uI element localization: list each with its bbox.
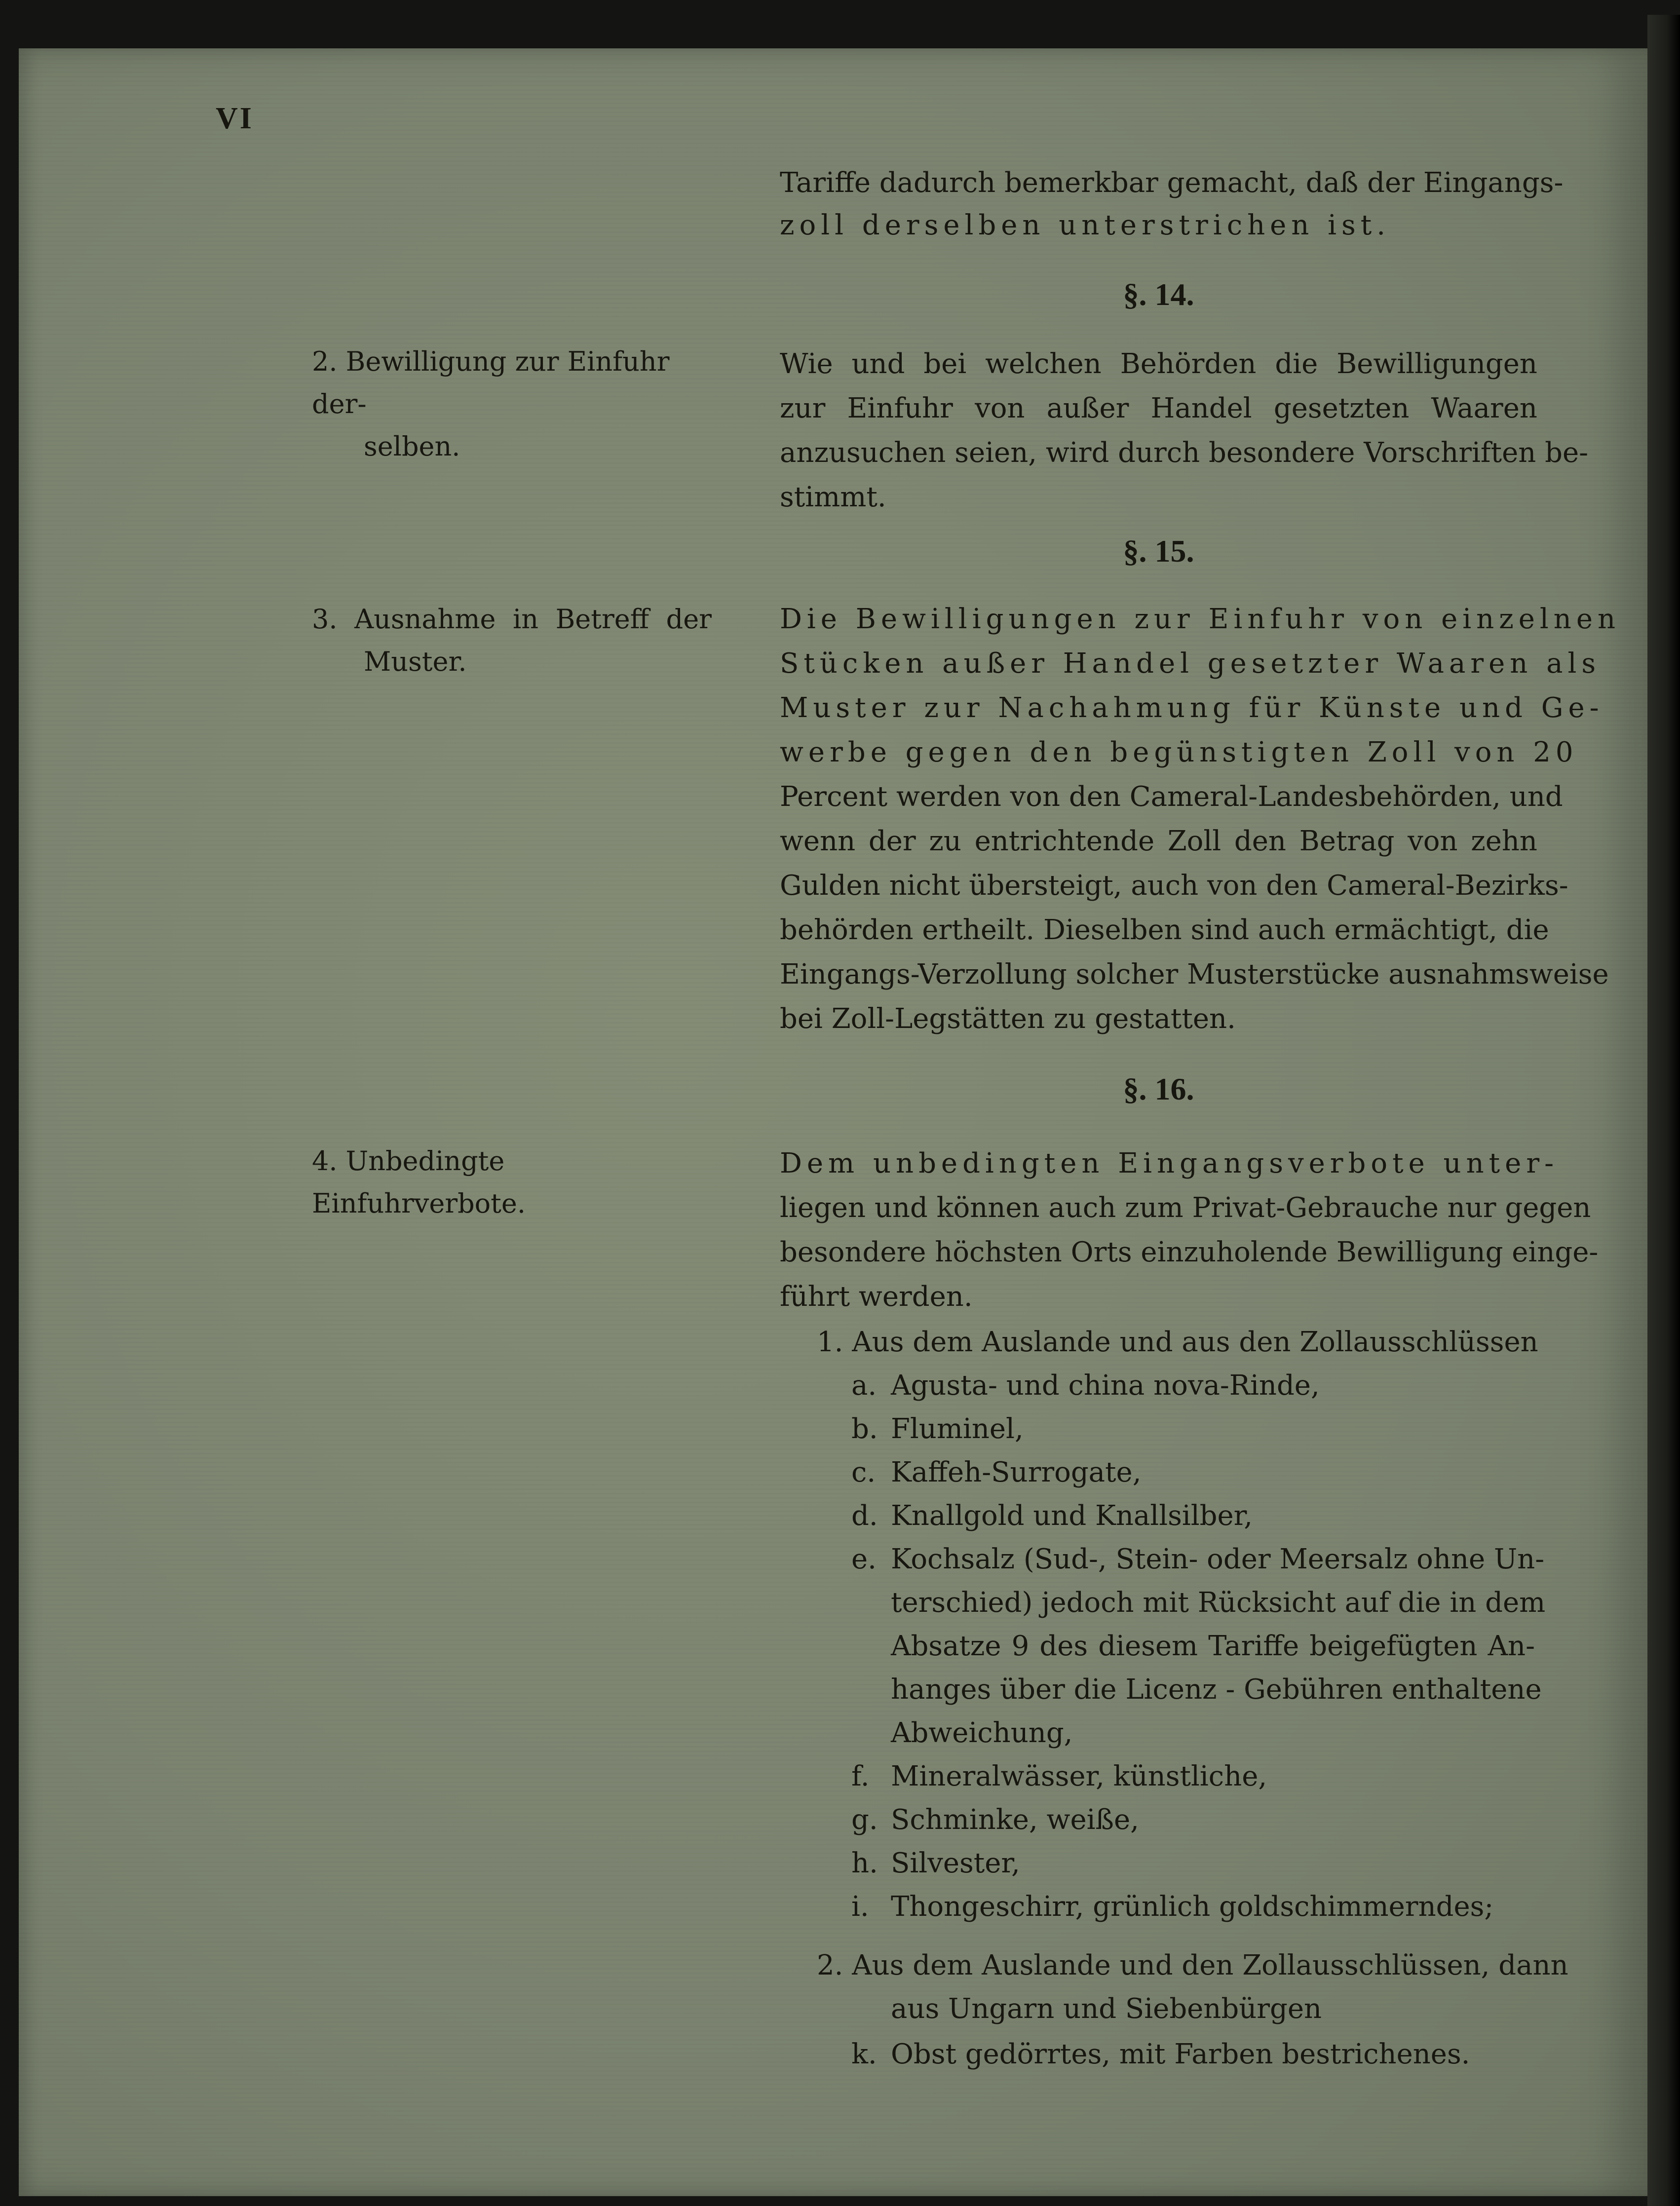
margin-note-line: 2. Bewilligung zur Einfuhr der- (312, 346, 670, 419)
list-marker: i. (851, 1891, 869, 1923)
list-item-text-line: Abweichung, (891, 1717, 1073, 1749)
text-line: Stücken außer Handel gesetzter Waaren als (780, 647, 1601, 680)
list-marker: a. (851, 1369, 877, 1402)
list-marker: f. (851, 1760, 870, 1792)
list-item (851, 1755, 1267, 1798)
page-edge-shadow (1647, 15, 1680, 2206)
list-item-text: Kaffeh-Surrogate, (891, 1456, 1142, 1488)
list-item-text: Agusta- und china nova-Rinde, (891, 1369, 1320, 1402)
list-item (851, 1799, 1139, 1841)
list-marker: b. (851, 1413, 878, 1445)
list-item (851, 1886, 1493, 1928)
text-line: Eingangs-Verzollung solcher Musterstücke ausnahmsweise (780, 958, 1609, 990)
list-marker: k. (851, 2038, 877, 2070)
section-heading: §. 14. (1123, 277, 1194, 312)
list-item-text: Thongeschirr, grünlich goldschimmerndes; (891, 1891, 1494, 1923)
list-group-title: 1. Aus dem Auslande und aus den Zollausschlüssen (817, 1326, 1538, 1358)
text-line: besondere höchsten Orts einzuholende Bewilligung einge- (780, 1236, 1599, 1268)
text-line: Wie und bei welchen Behörden die Bewilligungen (780, 348, 1537, 380)
text-line: Tariffe dadurch bemerkbar gemacht, daß der Eingangs- (780, 167, 1564, 199)
text-line: anzusuchen seien, wird durch besondere Vorschriften be- (780, 437, 1589, 469)
list-item-text: Silvester, (891, 1847, 1020, 1879)
list-marker: c. (851, 1456, 876, 1488)
page-number: VI (216, 102, 254, 135)
section-heading: §. 16. (1123, 1071, 1194, 1106)
margin-note-line: selben. (364, 431, 460, 462)
list-item-text-line: Absatze 9 des diesem Tariffe beigefügten An- (891, 1630, 1535, 1662)
text-line: Die Bewilligungen zur Einfuhr von einzelnen (780, 603, 1621, 635)
list-marker: e. (851, 1543, 877, 1575)
text-line: Gulden nicht übersteigt, auch von den Cameral-Bezirks- (780, 870, 1568, 902)
text-line: stimmt. (780, 481, 886, 513)
margin-note (312, 1140, 717, 1225)
list-marker: g. (851, 1804, 878, 1836)
text-line: liegen und können auch zum Privat-Gebrauche nur gegen (780, 1192, 1591, 1224)
list-marker: h. (851, 1847, 878, 1879)
list-item-text-line: terschied) jedoch mit Rücksicht auf die in dem (891, 1587, 1546, 1619)
text-line: Percent werden von den Cameral-Landesbehörden, und (780, 781, 1563, 813)
margin-note-line: Muster. (364, 646, 467, 677)
margin-note (312, 598, 717, 683)
text-line: bei Zoll-Legstätten zu gestatten. (780, 1003, 1236, 1035)
list-item-text: Obst gedörrtes, mit Farben bestrichenes. (891, 2038, 1470, 2070)
text-line: führt werden. (780, 1281, 973, 1313)
list-group-title: 2. Aus dem Auslande und den Zollausschlüssen, dann (817, 1949, 1568, 1981)
margin-note (312, 341, 717, 468)
list-item (851, 1842, 1020, 1885)
section-heading: §. 15. (1123, 533, 1194, 569)
text-line: Muster zur Nachahmung für Künste und Ge- (780, 692, 1604, 724)
list-item (851, 1451, 1142, 1494)
list-item-text-line: hanges über die Licenz - Gebühren enthaltene (891, 1674, 1542, 1706)
list-item (851, 2033, 1470, 2076)
margin-note-line: 4. Unbedingte Einfuhrverbote. (312, 1145, 526, 1219)
margin-note-line: 3. Ausnahme in Betreff der (312, 604, 712, 635)
list-marker: d. (851, 1500, 878, 1532)
text-line: wenn der zu entrichtende Zoll den Betrag von zehn (780, 825, 1537, 857)
list-group-title-line: aus Ungarn und Siebenbürgen (891, 1993, 1322, 2025)
text-line: zoll derselben unterstrichen ist. (780, 209, 1391, 241)
list-item (851, 1408, 1024, 1450)
list-item (851, 1495, 1253, 1537)
text-line: zur Einfuhr von außer Handel gesetzten Waaren (780, 392, 1537, 424)
text-line: Dem unbedingten Eingangsverbote unter- (780, 1147, 1559, 1179)
list-item-text: Mineralwässer, künstliche, (891, 1760, 1267, 1792)
text-line: werbe gegen den begünstigten Zoll von 20 (780, 736, 1578, 768)
list-item-text: Fluminel, (891, 1413, 1024, 1445)
list-item (851, 1365, 1320, 1407)
list-item-text: Knallgold und Knallsilber, (891, 1500, 1253, 1532)
text-line: behörden ertheilt. Dieselben sind auch ermächtigt, die (780, 914, 1549, 946)
list-item-text-line: Kochsalz (Sud-, Stein- oder Meersalz ohne Un- (891, 1543, 1545, 1575)
list-item-text: Schminke, weiße, (891, 1804, 1139, 1836)
